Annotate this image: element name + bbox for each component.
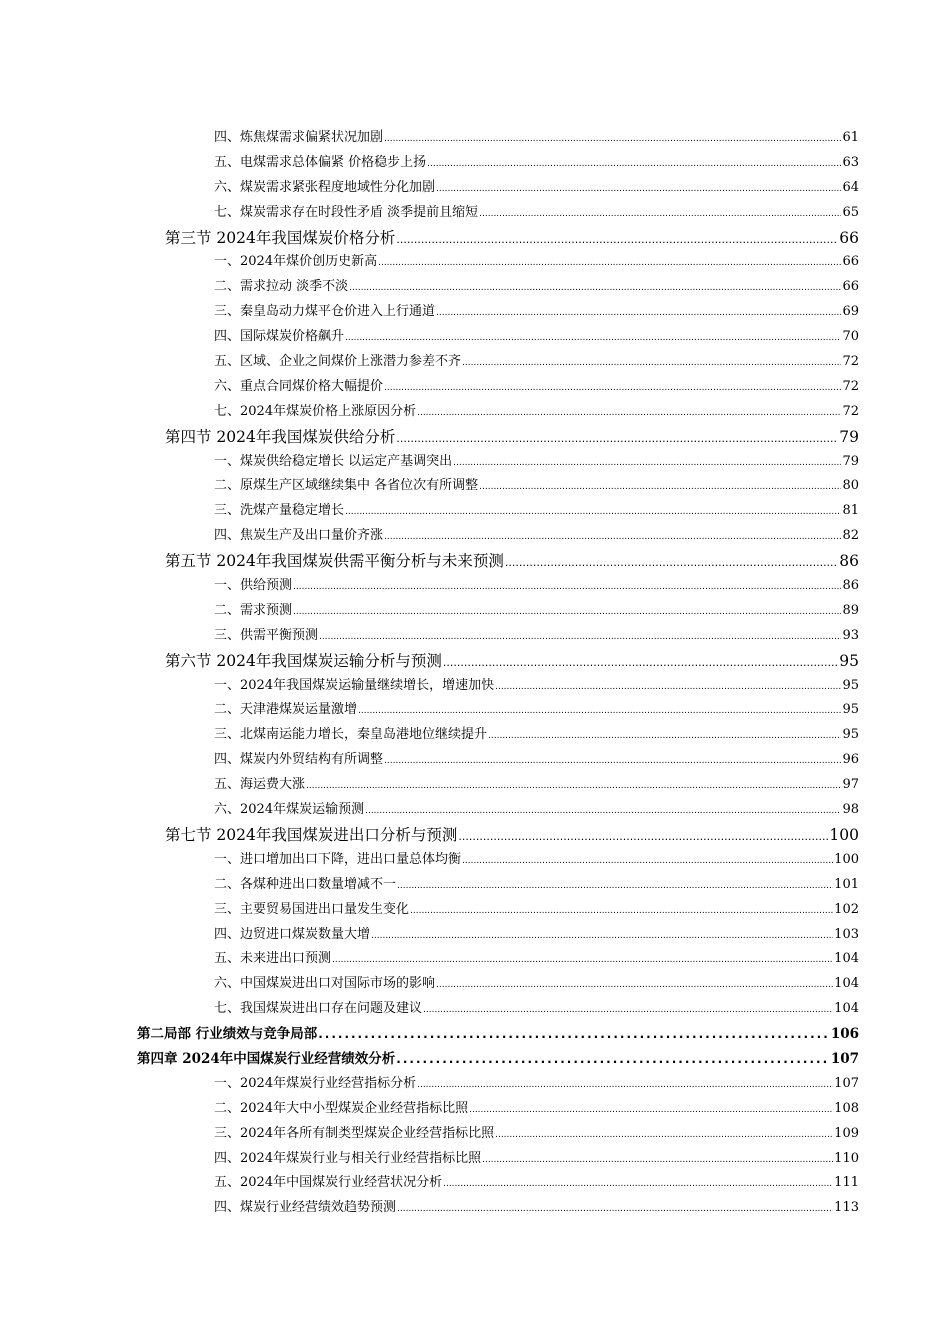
toc-dot-leader (495, 1123, 833, 1148)
toc-item-entry[interactable] (214, 350, 859, 375)
toc-page-number: 107 (834, 1075, 859, 1091)
toc-entry-title: 六、重点合同煤价格大幅提价 (214, 378, 384, 394)
toc-dot-leader (371, 924, 833, 949)
toc-entry-title: 六、煤炭需求紧张程度地域性分化加剧 (214, 179, 436, 195)
toc-page-number: 98 (842, 802, 859, 818)
toc-entry-title: 七、煤炭需求存在时段性矛盾 淡季提前且缩短 (214, 204, 479, 220)
toc-dot-leader (332, 948, 833, 973)
toc-page-number: 72 (842, 403, 859, 419)
toc-dot-leader (417, 401, 841, 426)
toc-dot-leader (358, 699, 841, 724)
toc-item-entry[interactable] (214, 923, 859, 948)
toc-entry-title: 第三节 2024年我国煤炭价格分析 (165, 228, 396, 247)
toc-dot-leader (378, 251, 841, 276)
toc-page-number: 81 (842, 503, 859, 519)
toc-dot-leader (427, 152, 841, 177)
toc-page-number: 108 (834, 1100, 859, 1116)
toc-part-entry[interactable] (137, 1047, 859, 1072)
toc-item-entry[interactable] (214, 1072, 859, 1097)
toc-dot-leader (443, 1172, 833, 1197)
toc-dot-leader (417, 1073, 833, 1098)
toc-item-entry[interactable] (214, 176, 859, 201)
toc-dot-leader (436, 973, 833, 998)
toc-entry-title: 五、电煤需求总体偏紧 价格稳步上扬 (214, 154, 427, 170)
toc-entry-title: 五、2024年中国煤炭行业经营状况分析 (214, 1175, 443, 1191)
toc-item-entry[interactable] (214, 848, 859, 873)
toc-page-number: 86 (839, 552, 859, 571)
toc-item-entry[interactable] (214, 947, 859, 972)
toc-section-entry[interactable] (165, 226, 859, 251)
toc-dot-leader (488, 724, 841, 749)
toc-entry-title: 三、洗煤产量稳定增长 (214, 503, 345, 519)
toc-entry-title: 四、2024年煤炭行业与相关行业经营指标比照 (214, 1150, 482, 1166)
table-of-contents (0, 126, 950, 1221)
toc-page-number: 93 (842, 627, 859, 643)
toc-entry-title: 二、需求拉动 淡季不淡 (214, 279, 349, 295)
toc-entry-title: 四、煤炭内外贸结构有所调整 (214, 752, 384, 768)
toc-page-number: 79 (842, 453, 859, 469)
toc-page-number: 72 (842, 378, 859, 394)
toc-page-number: 95 (842, 677, 859, 693)
toc-entry-title: 三、秦皇岛动力煤平仓价进入上行通道 (214, 304, 436, 320)
toc-entry-title: 三、2024年各所有制类型煤炭企业经营指标比照 (214, 1125, 495, 1141)
toc-entry-title: 二、2024年大中小型煤炭企业经营指标比照 (214, 1100, 469, 1116)
toc-entry-title: 第六节 2024年我国煤炭运输分析与预测 (165, 651, 442, 670)
toc-item-entry[interactable] (214, 898, 859, 923)
toc-item-entry[interactable] (214, 151, 859, 176)
toc-entry-title: 四、煤炭行业经营绩效趋势预测 (214, 1200, 397, 1216)
toc-page-number: 96 (842, 752, 859, 768)
toc-entry-title: 第七节 2024年我国煤炭进出口分析与预测 (165, 825, 458, 844)
toc-dot-leader (396, 1047, 830, 1072)
toc-page-number: 109 (834, 1125, 859, 1141)
toc-page-number: 95 (842, 702, 859, 718)
toc-item-entry[interactable] (214, 1122, 859, 1147)
toc-entry-title: 四、炼焦煤需求偏紧状况加剧 (214, 130, 384, 145)
toc-page-number: 72 (842, 354, 859, 370)
toc-dot-leader (384, 525, 841, 550)
toc-item-entry[interactable] (214, 126, 859, 151)
toc-dot-leader (365, 799, 841, 824)
toc-item-entry[interactable] (214, 1097, 859, 1122)
toc-item-entry[interactable] (214, 674, 859, 699)
toc-dot-leader (397, 874, 833, 899)
toc-item-entry[interactable] (214, 1196, 859, 1221)
toc-item-entry[interactable] (214, 873, 859, 898)
toc-page-number: 113 (834, 1200, 859, 1216)
toc-entry-title: 第五节 2024年我国煤炭供需平衡分析与未来预测 (165, 552, 504, 571)
toc-dot-leader (345, 500, 841, 525)
toc-section-entry[interactable] (165, 649, 859, 674)
toc-page-number: 66 (842, 254, 859, 270)
toc-dot-leader (396, 427, 838, 452)
toc-item-entry[interactable] (214, 201, 859, 226)
toc-dot-leader (396, 228, 838, 253)
toc-entry-title: 第二局部 行业绩效与竞争局部 (137, 1026, 318, 1043)
toc-entry-title: 三、供需平衡预测 (214, 627, 319, 643)
toc-page-number: 89 (842, 602, 859, 618)
toc-dot-leader (469, 1098, 833, 1123)
toc-part-entry[interactable] (137, 1022, 859, 1047)
toc-item-entry[interactable] (214, 972, 859, 997)
toc-dot-leader (436, 177, 841, 202)
toc-page-number: 65 (842, 204, 859, 220)
toc-page-number: 64 (842, 179, 859, 195)
toc-page-number: 104 (834, 951, 859, 967)
toc-section-entry[interactable] (165, 549, 859, 574)
toc-page-number: 95 (839, 651, 859, 670)
toc-dot-leader (479, 475, 841, 500)
toc-item-entry[interactable] (214, 275, 859, 300)
toc-entry-title: 四、边贸进口煤炭数量大增 (214, 926, 371, 942)
toc-dot-leader (479, 202, 841, 227)
toc-entry-title: 第四章 2024年中国煤炭行业经营绩效分析 (137, 1050, 396, 1067)
toc-page-number: 104 (834, 1001, 859, 1017)
toc-dot-leader (293, 575, 841, 600)
toc-entry-title: 二、原煤生产区域继续集中 各省位次有所调整 (214, 478, 479, 494)
toc-page-number: 97 (842, 777, 859, 793)
toc-page-number: 70 (842, 329, 859, 345)
toc-dot-leader (436, 301, 841, 326)
toc-entry-title: 一、2024年我国煤炭运输量继续增长，增速加快 (214, 677, 495, 693)
toc-page-number: 107 (830, 1050, 859, 1067)
toc-item-entry[interactable] (214, 450, 859, 475)
toc-dot-leader (318, 1022, 830, 1047)
toc-item-entry[interactable] (214, 325, 859, 350)
toc-entry-title: 三、主要贸易国进出口量发生变化 (214, 901, 410, 917)
toc-page-number: 80 (842, 478, 859, 494)
toc-entry-title: 一、2024年煤价创历史新高 (214, 254, 378, 270)
toc-entry-title: 六、2024年煤炭运输预测 (214, 802, 365, 818)
toc-entry-title: 五、海运费大涨 (214, 777, 306, 793)
toc-entry-title: 六、中国煤炭进出口对国际市场的影响 (214, 976, 436, 992)
toc-page-number: 100 (829, 825, 859, 844)
toc-item-entry[interactable] (214, 400, 859, 425)
toc-page-number: 100 (834, 851, 859, 867)
toc-dot-leader (453, 451, 841, 476)
toc-page-number: 104 (834, 976, 859, 992)
toc-item-entry[interactable] (214, 599, 859, 624)
toc-page-number: 95 (842, 727, 859, 743)
toc-dot-leader (397, 1197, 833, 1222)
toc-page-number: 69 (842, 304, 859, 320)
toc-item-entry[interactable] (214, 698, 859, 723)
toc-page-number: 103 (834, 926, 859, 942)
toc-entry-title: 七、2024年煤炭价格上涨原因分析 (214, 403, 417, 419)
toc-entry-title: 五、区域、企业之间煤价上涨潜力参差不齐 (214, 354, 462, 370)
toc-entry-title: 三、北煤南运能力增长，秦皇岛港地位继续提升 (214, 727, 488, 743)
toc-entry-title: 一、供给预测 (214, 578, 293, 594)
toc-dot-leader (423, 998, 833, 1023)
toc-item-entry[interactable] (214, 723, 859, 748)
toc-item-entry[interactable] (214, 300, 859, 325)
toc-entry-title: 二、需求预测 (214, 602, 293, 618)
toc-item-entry[interactable] (214, 474, 859, 499)
toc-page-number: 86 (842, 578, 859, 594)
toc-item-entry[interactable] (214, 748, 859, 773)
toc-page-number: 66 (842, 279, 859, 295)
toc-dot-leader (462, 351, 841, 376)
toc-item-entry[interactable] (214, 773, 859, 798)
toc-page-number: 66 (839, 228, 859, 247)
toc-entry-title: 二、各煤种进出口数量增减不一 (214, 876, 397, 892)
toc-dot-leader (345, 326, 841, 351)
toc-page-number: 106 (830, 1026, 859, 1043)
toc-page-number: 101 (834, 876, 859, 892)
toc-entry-title: 四、国际煤炭价格飙升 (214, 329, 345, 345)
toc-dot-leader (443, 651, 838, 676)
toc-item-entry[interactable] (214, 624, 859, 649)
toc-entry-title: 四、焦炭生产及出口量价齐涨 (214, 528, 384, 544)
toc-dot-leader (482, 1148, 833, 1173)
toc-page-number: 110 (834, 1150, 859, 1166)
toc-item-entry[interactable] (214, 1171, 859, 1196)
toc-entry-title: 一、2024年煤炭行业经营指标分析 (214, 1075, 417, 1091)
toc-item-entry[interactable] (214, 250, 859, 275)
toc-item-entry[interactable] (214, 574, 859, 599)
toc-dot-leader (384, 749, 841, 774)
toc-dot-leader (384, 127, 841, 152)
toc-section-entry[interactable] (165, 425, 859, 450)
toc-page-number: 82 (842, 528, 859, 544)
toc-item-entry[interactable] (214, 375, 859, 400)
toc-entry-title: 第四节 2024年我国煤炭供给分析 (165, 427, 396, 446)
toc-item-entry[interactable] (214, 798, 859, 823)
toc-item-entry[interactable] (214, 1147, 859, 1172)
toc-entry-title: 二、天津港煤炭运量激增 (214, 702, 358, 718)
toc-entry-title: 一、煤炭供给稳定增长 以运定产基调突出 (214, 453, 453, 469)
toc-item-entry[interactable] (214, 524, 859, 549)
toc-entry-title: 一、进口增加出口下降，进出口量总体均衡 (214, 851, 462, 867)
toc-entry-title: 七、我国煤炭进出口存在问题及建议 (214, 1001, 423, 1017)
toc-dot-leader (505, 551, 838, 576)
toc-item-entry[interactable] (214, 499, 859, 524)
toc-dot-leader (349, 276, 841, 301)
toc-page-number: 102 (834, 901, 859, 917)
toc-section-entry[interactable] (165, 823, 859, 848)
toc-page-number: 61 (842, 130, 859, 145)
toc-dot-leader (410, 899, 833, 924)
toc-page-number: 111 (834, 1175, 859, 1191)
toc-dot-leader (306, 774, 841, 799)
toc-page-number: 63 (842, 154, 859, 170)
toc-dot-leader (495, 675, 841, 700)
toc-dot-leader (384, 376, 841, 401)
toc-entry-title: 五、未来进出口预测 (214, 951, 332, 967)
toc-page-number: 79 (839, 427, 859, 446)
toc-dot-leader (319, 625, 841, 650)
toc-dot-leader (293, 600, 841, 625)
toc-dot-leader (458, 825, 828, 850)
toc-item-entry[interactable] (214, 997, 859, 1022)
toc-dot-leader (462, 849, 833, 874)
